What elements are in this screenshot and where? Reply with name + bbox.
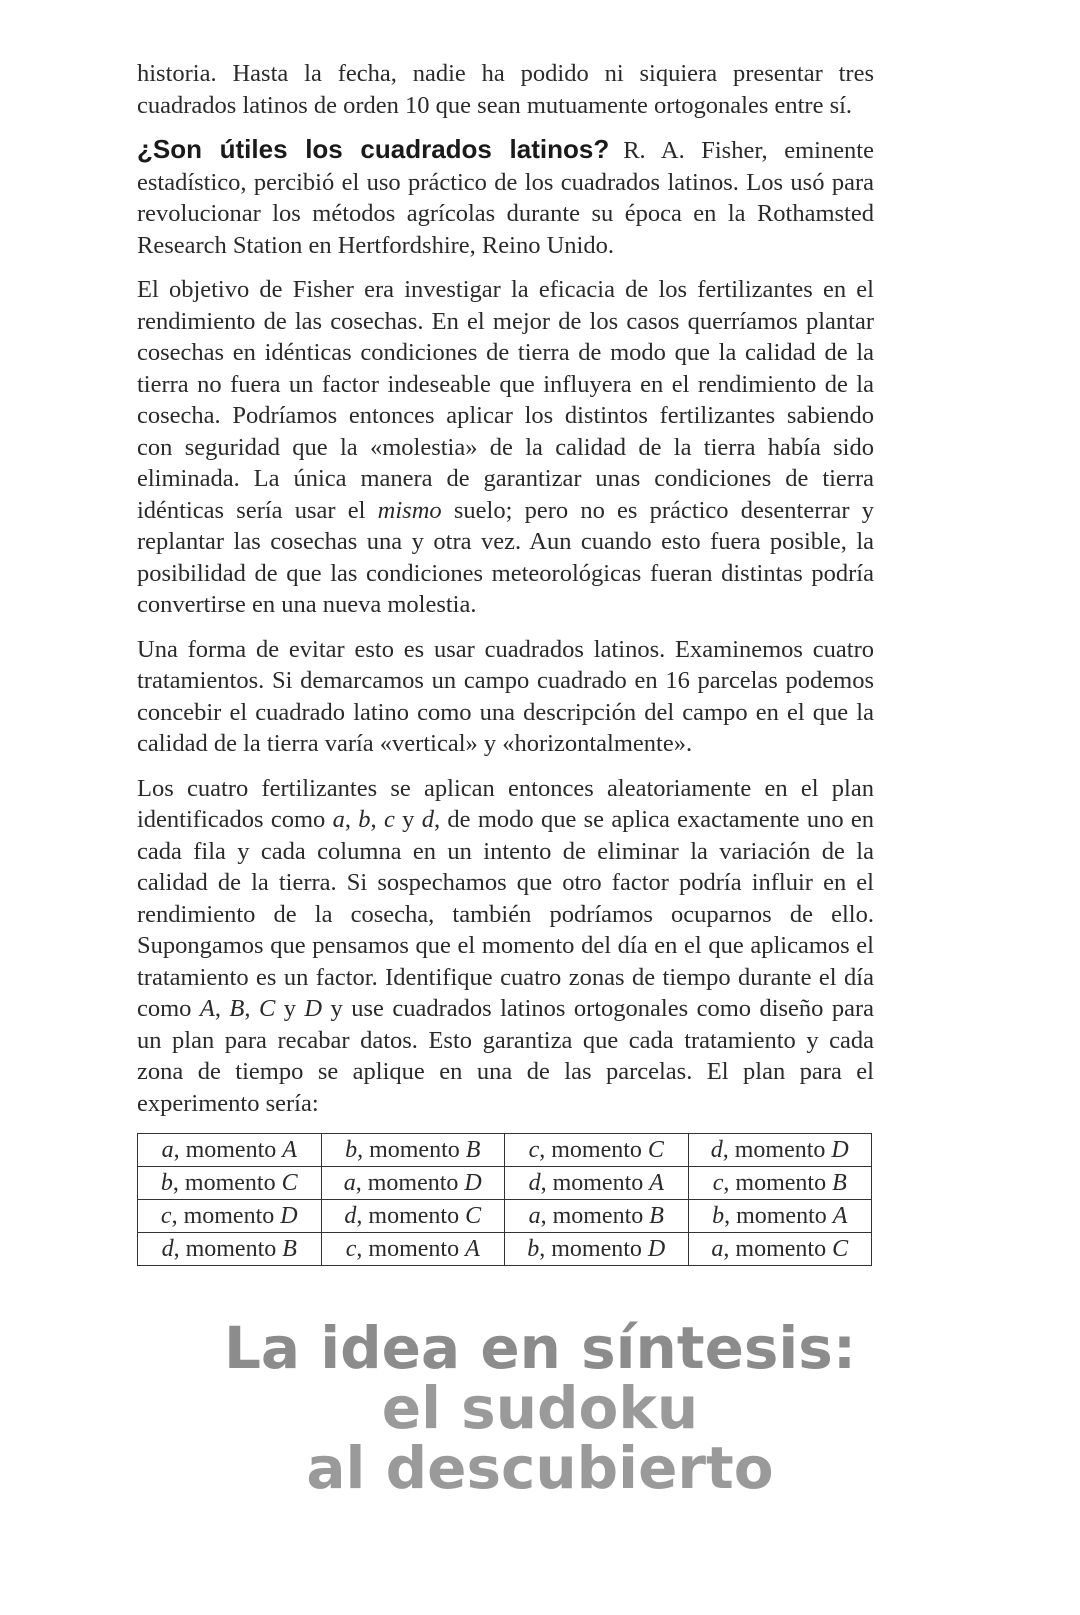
time-zone-label: D: [647, 1236, 666, 1262]
treatment-label: c: [345, 1236, 357, 1262]
paragraph-intro: [137, 58, 874, 121]
time-zone-label: B: [465, 1137, 481, 1163]
treatment-label: a: [343, 1170, 356, 1196]
paragraph-objective-text-a: El objetivo de Fisher era investigar la eficacia de los fertilizantes en el rendimiento de las cosechas. En el mejor de los casos querríamos plantar cosechas en idénticas condiciones de tierra de modo que la calidad de la tierra no fuera un factor indeseable que influyera en el rendimiento de la cosecha. Podríamos entonces aplicar los distintos fertilizantes sabiendo con seguridad que la «molestia» de la calidad de la tierra había sido eliminada. La única manera de garantizar unas condiciones de tierra idénticas sería usar el: [137, 276, 874, 524]
table-row: [138, 1233, 872, 1266]
sep-1: ,: [344, 806, 351, 833]
treatment-label: d: [161, 1236, 174, 1262]
paragraph-objective-text-b: suelo; pero no es práctico desenterrar y replantar las cosechas una y otra vez. Aun cuando esto fuera posible, la posibilidad de que las condiciones meteorológicas fueran distintas podría convertirse en una nueva molestia.: [137, 496, 875, 618]
table-row: [138, 1200, 872, 1233]
sep-4: ,: [244, 995, 251, 1022]
var-D: D: [304, 995, 323, 1022]
table-row: [138, 1134, 872, 1167]
time-zone-label: C: [465, 1203, 482, 1229]
section-heading: ¿Son útiles los cuadrados latinos?: [137, 134, 610, 164]
moment-word: , momento: [539, 1137, 648, 1163]
treatment-label: d: [344, 1203, 357, 1229]
table-cell: [688, 1200, 872, 1233]
treatment-label: c: [712, 1170, 724, 1196]
treatment-label: d: [528, 1170, 541, 1196]
moment-word: , momento: [723, 1236, 833, 1262]
chapter-title-line-3: al descubierto: [306, 1434, 774, 1502]
paragraph-plan: [137, 773, 874, 1120]
page-body: [137, 58, 874, 1266]
var-a: a: [332, 806, 345, 833]
time-zone-label: B: [282, 1236, 297, 1262]
experiment-plan-table: [137, 1133, 872, 1266]
table-row: [138, 1167, 872, 1200]
paragraph-objective: [137, 274, 874, 621]
moment-word: , momento: [357, 1137, 466, 1163]
treatment-label: b: [345, 1137, 358, 1163]
time-zone-label: B: [649, 1203, 664, 1229]
var-C: C: [258, 995, 276, 1022]
moment-word: , momento: [540, 1170, 650, 1196]
table-cell: [138, 1134, 322, 1167]
moment-word: , momento: [539, 1236, 648, 1262]
moment-word: , momento: [356, 1203, 466, 1229]
time-zone-label: A: [282, 1137, 297, 1163]
table-cell: [321, 1233, 505, 1266]
table-cell: [688, 1167, 872, 1200]
var-b: b: [358, 806, 371, 833]
var-c: c: [383, 806, 395, 833]
table-cell: [505, 1167, 689, 1200]
table-cell: [321, 1200, 505, 1233]
table-cell: [321, 1167, 505, 1200]
paragraph-fisher: [137, 134, 874, 261]
moment-word: , momento: [173, 1137, 283, 1163]
paragraph-latin-squares: [137, 634, 874, 760]
time-zone-label: D: [831, 1137, 849, 1163]
treatment-label: b: [160, 1170, 173, 1196]
chapter-title-line-2: el sudoku: [381, 1374, 699, 1442]
paragraph-fisher-text: R. A. Fisher, eminente estadístico, percibió el uso práctico de los cuadrados latinos. Los usó para revolucionar los métodos agrícolas durante su época en la Rothamsted Research Station en Hertfordshire, Reino Unido.: [137, 137, 874, 259]
table-cell: [138, 1167, 322, 1200]
sep-3: ,: [214, 995, 221, 1022]
chapter-title: [0, 1314, 1080, 1502]
time-zone-label: C: [647, 1137, 664, 1163]
table-cell: [505, 1134, 689, 1167]
treatment-label: a: [711, 1236, 724, 1262]
var-B: B: [229, 995, 245, 1022]
time-zone-label: A: [832, 1203, 848, 1229]
sep-2: ,: [370, 806, 377, 833]
treatment-label: c: [160, 1203, 172, 1229]
table-cell: [505, 1200, 689, 1233]
table-cell: [688, 1134, 872, 1167]
treatment-label: b: [712, 1203, 725, 1229]
table-cell: [505, 1233, 689, 1266]
conj-y: y: [402, 806, 415, 833]
table-cell: [138, 1233, 322, 1266]
moment-word: , momento: [171, 1203, 281, 1229]
chapter-title-line-1: La idea en síntesis:: [223, 1314, 857, 1382]
moment-word: , momento: [723, 1170, 833, 1196]
paragraph-plan-text-a: Los cuatro fertilizantes se aplican entonces aleatoriamente en el plan identificados como: [137, 774, 874, 833]
var-d: d: [421, 806, 434, 833]
treatment-label: c: [528, 1137, 540, 1163]
moment-word: , momento: [722, 1137, 832, 1163]
time-zone-label: B: [832, 1170, 847, 1196]
time-zone-label: A: [649, 1170, 664, 1196]
time-zone-label: C: [281, 1170, 298, 1196]
treatment-label: a: [528, 1203, 541, 1229]
moment-word: , momento: [355, 1170, 465, 1196]
moment-word: , momento: [172, 1170, 282, 1196]
treatment-label: d: [710, 1137, 723, 1163]
time-zone-label: D: [464, 1170, 482, 1196]
moment-word: , momento: [173, 1236, 283, 1262]
paragraph-intro-text: historia. Hasta la fecha, nadie ha podido ni siquiera presentar tres cuadrados latinos de orden 10 que sean mutuamente ortogonales entre sí.: [137, 60, 874, 119]
moment-word: , momento: [724, 1203, 833, 1229]
table-cell: [688, 1233, 872, 1266]
moment-word: , momento: [356, 1236, 466, 1262]
var-A: A: [199, 995, 215, 1022]
treatment-label: a: [161, 1137, 174, 1163]
time-zone-label: C: [832, 1236, 849, 1262]
table-cell: [138, 1200, 322, 1233]
table-cell: [321, 1134, 505, 1167]
paragraph-latin-squares-text: Una forma de evitar esto es usar cuadrados latinos. Examinemos cuatro tratamientos. Si demarcamos un campo cuadrado en 16 parcelas podemos concebir el cuadrado latino como una descripción del campo en el que la calidad de la tierra varía «vertical» y «horizontalmente».: [137, 635, 874, 757]
treatment-label: b: [527, 1236, 540, 1262]
time-zone-label: D: [280, 1203, 298, 1229]
paragraph-plan-text-c: y use cuadrados latinos ortogonales como diseño para un plan para recabar datos. Esto garantiza que cada tratamiento y cada zona de tiempo se aplique en una de las parcelas. El plan para el experimento sería:: [137, 995, 875, 1117]
paragraph-objective-emphasis: mismo: [377, 496, 442, 524]
paragraph-plan-text-b: , de modo que se aplica exactamente uno en cada fila y cada columna en un intento de eliminar la variación de la calidad de la tierra. Si sospechamos que otro factor podría influir en el rendimiento de la cosecha, también podríamos ocuparnos de ello. Supongamos que pensamos que el momento del día en el que aplicamos el tratamiento es un factor. Identifique cuatro zonas de tiempo durante el día como: [137, 806, 875, 1022]
moment-word: , momento: [540, 1203, 650, 1229]
conj-y-2: y: [283, 995, 296, 1022]
time-zone-label: A: [465, 1236, 480, 1262]
